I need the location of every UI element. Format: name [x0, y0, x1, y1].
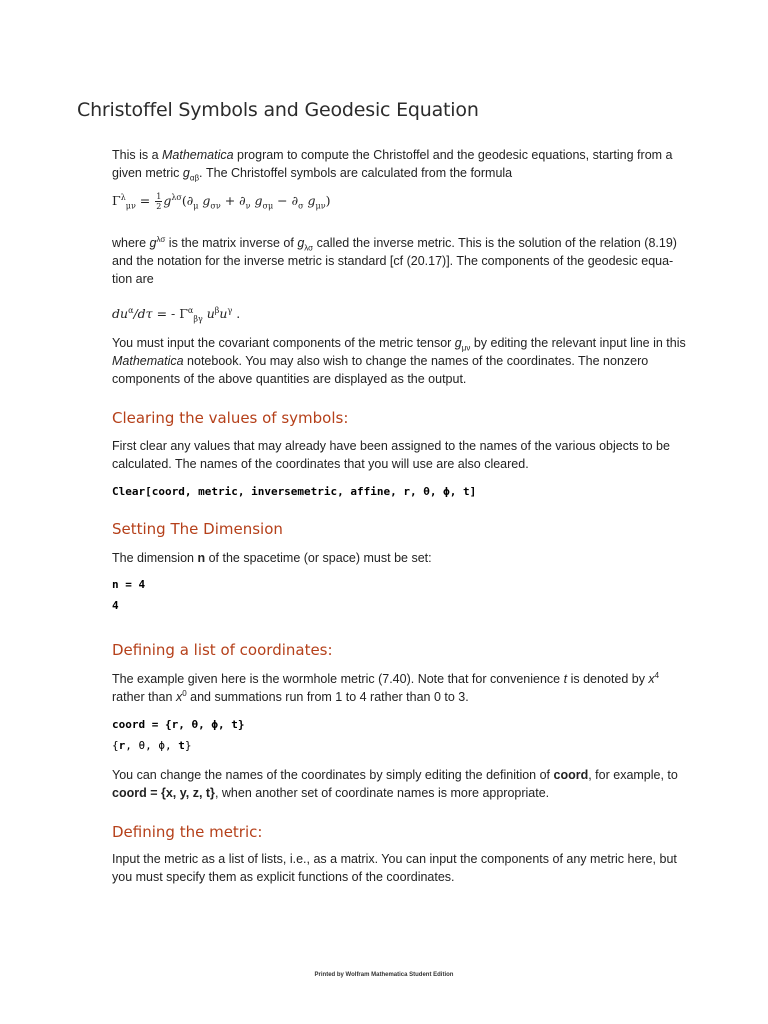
change-text: , for example, to: [588, 768, 678, 782]
section-heading-dimension: Setting The Dimension: [112, 520, 283, 538]
formula-term: /dτ: [133, 306, 153, 321]
x-sup: 4: [654, 670, 660, 680]
formula-term: ): [325, 193, 331, 208]
instructions-text: notebook. You may also wish to change the names of the coordinates. The nonzero components of the above quantities are displayed as the output.: [112, 354, 649, 386]
coord-keyword: coord: [553, 768, 589, 782]
formula-sub: σ: [298, 201, 304, 211]
formula-term: = - Γ: [152, 306, 188, 321]
clear-code-input[interactable]: Clear[coord, metric, inversemetric, affine, r, θ, ϕ, t]: [112, 485, 477, 498]
formula-term: g: [250, 193, 263, 208]
footer-note: Printed by Wolfram Mathematica Student Edition: [314, 972, 454, 978]
x-symbol: x: [648, 672, 655, 686]
page-title: Christoffel Symbols and Geodesic Equation: [77, 99, 479, 121]
formula-sub: ν: [245, 201, 251, 211]
where-text: is the matrix inverse of: [165, 236, 298, 250]
coord-item: r: [118, 739, 126, 752]
mathematica-name: Mathematica: [112, 354, 184, 368]
formula-term: =: [135, 193, 155, 208]
change-coordinates-paragraph: [112, 766, 692, 802]
x-symbol: x: [175, 690, 183, 704]
section-heading-metric: Defining the metric:: [112, 823, 263, 841]
coordinates-paragraph: [112, 670, 692, 706]
metric-symbol: g: [297, 236, 305, 250]
dimension-paragraph: [112, 549, 692, 567]
coordinates-text: is denoted by: [567, 672, 649, 686]
where-text: where: [112, 236, 150, 250]
formula-term: + ∂: [220, 193, 246, 208]
formula-term: g: [198, 193, 211, 208]
formula-term: g: [163, 193, 172, 208]
dimension-text: The dimension: [112, 551, 198, 565]
formula-sub: σν: [210, 201, 221, 211]
formula-term: (∂: [181, 193, 194, 208]
brace-close: }: [184, 739, 192, 752]
coordinates-text: rather than: [112, 690, 176, 704]
formula-term: du: [112, 306, 129, 321]
formula-sub: μν: [315, 201, 326, 211]
where-paragraph: [112, 234, 692, 288]
metric-subscript: αβ: [189, 173, 200, 183]
formula-term: g: [303, 193, 316, 208]
formula-term: − ∂: [273, 193, 299, 208]
intro-paragraph: [112, 146, 692, 182]
metric-subscript: λσ: [304, 243, 314, 253]
coord-item: θ: [138, 739, 146, 752]
coordinates-text: and summations run from 1 to 4 rather than 0 to 3.: [186, 690, 469, 704]
mathematica-name: Mathematica: [162, 148, 234, 162]
coord-output: {r, θ, ϕ, t}: [112, 739, 192, 752]
change-text: , when another set of coordinate names is more appropriate.: [214, 786, 550, 800]
metric-symbol: g: [454, 336, 462, 350]
fraction-numerator: 1: [156, 192, 162, 201]
geodesic-formula: [112, 305, 241, 324]
formula-term: u: [202, 306, 215, 321]
intro-text: . The Christoffel symbols are calculated from the formula: [199, 166, 513, 180]
formula-sup: λσ: [171, 192, 182, 202]
section-heading-coordinates: Defining a list of coordinates:: [112, 641, 333, 659]
formula-sub: μ: [193, 201, 199, 211]
formula-term: Γ: [112, 193, 121, 208]
formula-sup: λ: [120, 192, 126, 202]
clearing-paragraph: First clear any values that may already have been assigned to the names of the various objects to be calculated. The names of the coordinates that you will use are also cleared.: [112, 439, 670, 471]
formula-sup: α: [187, 305, 194, 315]
fraction-denominator: 2: [156, 202, 162, 211]
coord-item: ϕ: [158, 739, 165, 752]
instructions-text: by editing the relevant input line in this: [470, 336, 686, 350]
instructions-text: You must input the covariant components of the metric tensor: [112, 336, 455, 350]
dimension-variable: n: [197, 551, 206, 565]
intro-text: This is a: [112, 148, 163, 162]
metric-paragraph: Input the metric as a list of lists, i.e., as a matrix. You can input the components of any metric here, but you must specify them as explicit functions of the coordinates.: [112, 852, 677, 884]
change-text: You can change the names of the coordinates by simply editing the definition of: [112, 768, 554, 782]
fraction-one-half: [155, 192, 162, 211]
coord-code-input[interactable]: coord = {r, θ, ϕ, t}: [112, 718, 245, 731]
time-symbol: t: [563, 672, 568, 686]
formula-term: .: [232, 306, 241, 321]
x-sup: 0: [182, 688, 187, 698]
metric-symbol: g: [182, 166, 190, 180]
coordinates-text: The example given here is the wormhole metric (7.40). Note that for convenience: [112, 672, 564, 686]
formula-sup: α: [128, 305, 134, 315]
inverse-metric-sup: λσ: [156, 234, 166, 244]
brace-open: {: [112, 739, 119, 752]
input-instructions-paragraph: [112, 334, 692, 388]
formula-sup: γ: [227, 305, 233, 315]
dimension-output: 4: [112, 599, 119, 612]
dimension-text: of the spacetime (or space) must be set:: [205, 551, 432, 565]
formula-sub: μν: [125, 201, 136, 211]
dimension-code-input[interactable]: n = 4: [112, 578, 146, 591]
coord-example: coord = {x, y, z, t}: [112, 786, 215, 800]
formula-sup: β: [214, 305, 220, 315]
christoffel-formula: [112, 192, 330, 211]
where-text: called the inverse metric. This is the solution of the relation (8.19) and the notation for the inverse metric is standard [cf (20.17)]. The components of the geodesic equa-tion are: [112, 236, 677, 286]
formula-term: u: [219, 306, 228, 321]
section-heading-clearing: Clearing the values of symbols:: [112, 409, 349, 427]
formula-sub: βγ: [193, 314, 203, 324]
coord-item: t: [178, 739, 185, 752]
formula-sub: σμ: [262, 201, 274, 211]
intro-text: program to compute the Christoffel and the geodesic equations, starting from a given metric: [112, 148, 673, 180]
inverse-metric-symbol: g: [149, 236, 157, 250]
metric-subscript: μν: [461, 343, 471, 353]
